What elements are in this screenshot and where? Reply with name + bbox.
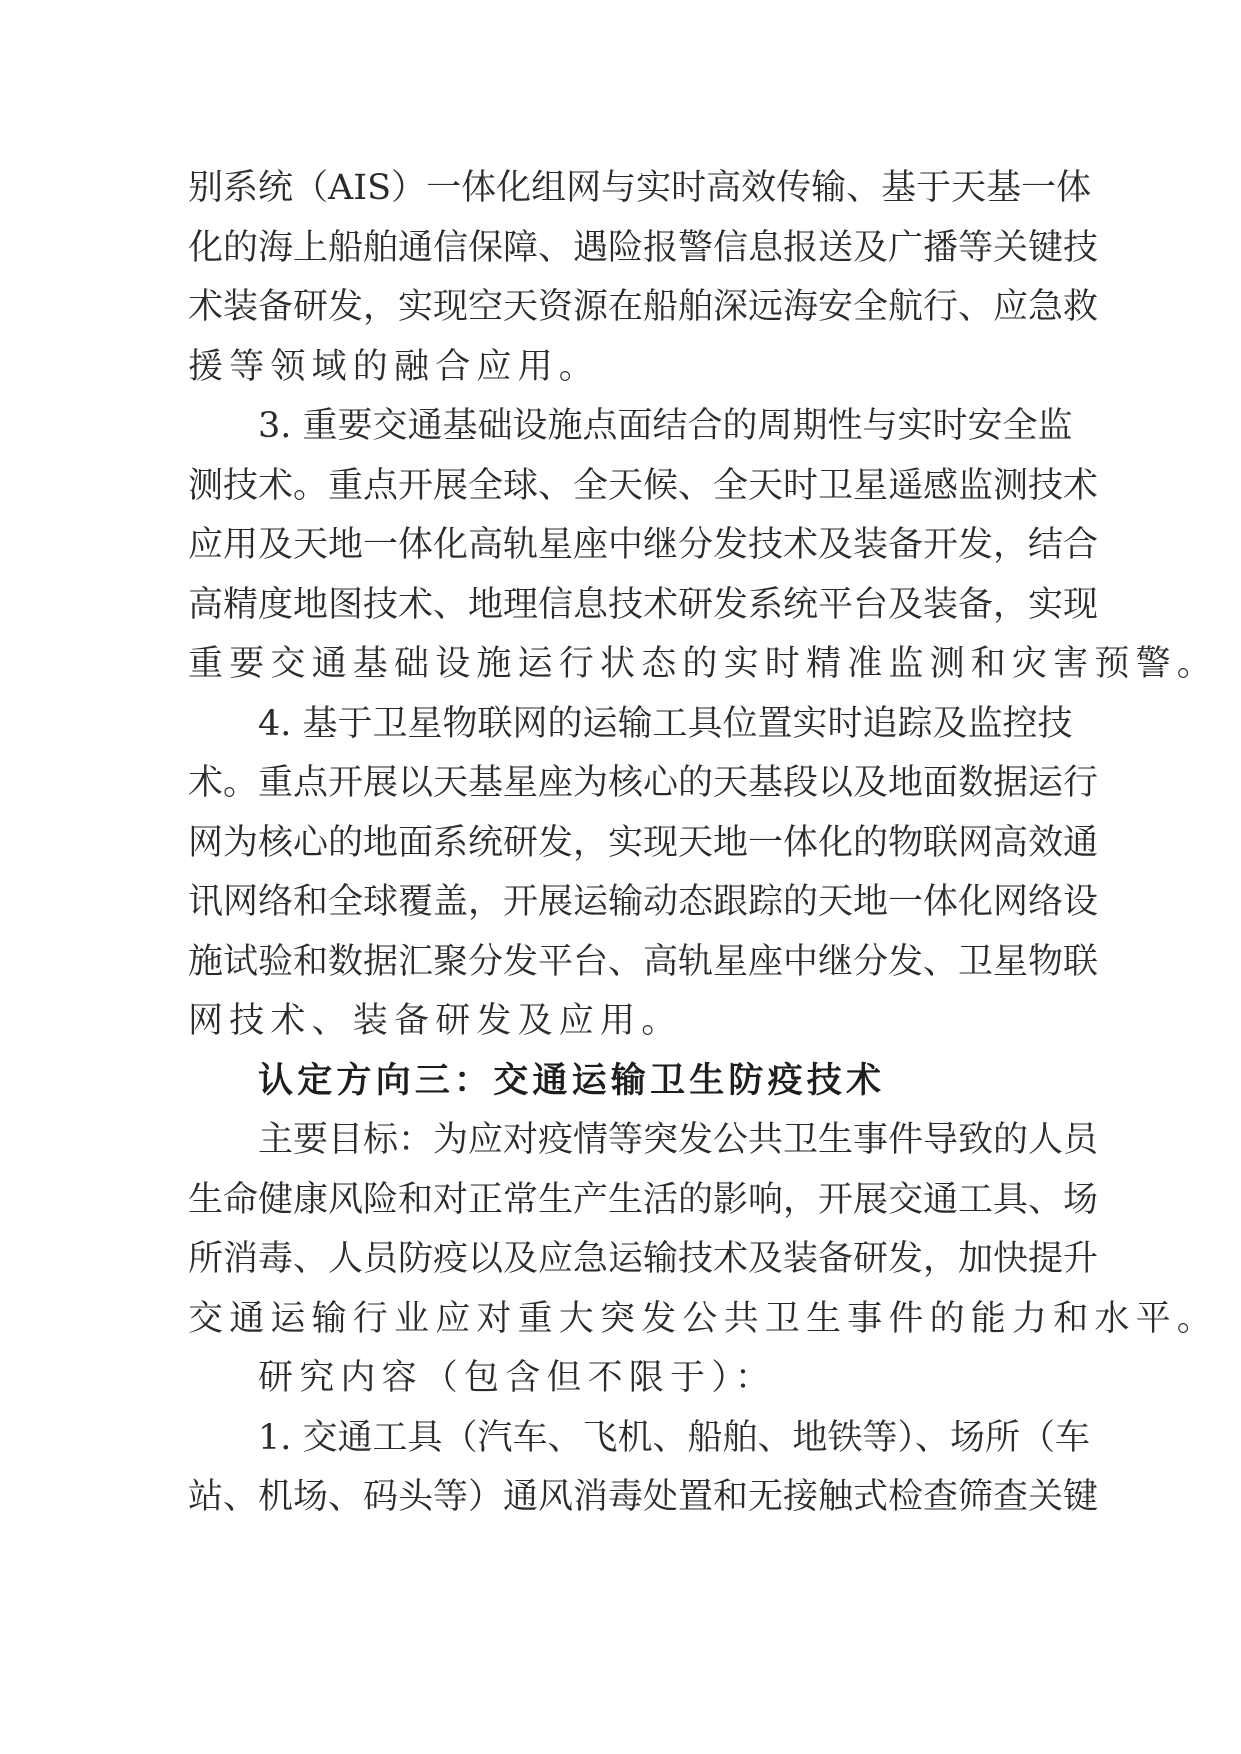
text-line: 生命健康风险和对正常生产生活的影响，开展交通工具、场 — [188, 1179, 1099, 1220]
text-line: 术。重点开展以天基星座为核心的天基段以及地面数据运行 — [188, 763, 1099, 803]
text-line: 主要目标：为应对疫情等突发公共卫生事件导致的人员 — [258, 1120, 1099, 1160]
paragraph-ais-continuation — [188, 168, 1099, 406]
paragraph-item-3 — [188, 406, 1219, 704]
text-line: 术装备研发，实现空天资源在船舶深远海安全航行、应急救 — [188, 287, 1099, 327]
text-line: 网技术、装备研发及应用。 — [188, 1001, 683, 1041]
document-body — [188, 168, 1219, 1537]
text-line: 所消毒、人员防疫以及应急运输技术及装备研发，加快提升 — [188, 1239, 1099, 1279]
text-line: 3. 重要交通基础设施点面结合的周期性与实时安全监 — [258, 406, 1073, 446]
section-heading-direction-3 — [188, 1061, 1050, 1121]
text-line: 交通运输行业应对重大突发公共卫生事件的能力和水平。 — [188, 1298, 1219, 1339]
text-line: 高精度地图技术、地理信息技术研发系统平台及装备，实现 — [188, 584, 1099, 625]
text-line: 援等领域的融合应用。 — [188, 346, 601, 387]
text-line: 别系统（AIS）一体化组网与实时高效传输、基于天基一体 — [188, 168, 1092, 208]
paragraph-main-goal — [188, 1120, 1219, 1358]
text-line: 讯网络和全球覆盖，开展运输动态跟踪的天地一体化网络设 — [188, 882, 1099, 922]
text-line: 测技术。重点开展全球、全天候、全天时卫星遥感监测技术 — [188, 465, 1099, 506]
text-line: 重要交通基础设施运行状态的实时精准监测和灾害预警。 — [188, 644, 1219, 684]
section-heading: 认定方向三：交通运输卫生防疫技术 — [258, 1060, 886, 1101]
text-line: 化的海上船舶通信保障、遇险报警信息报送及广播等关键技 — [188, 227, 1099, 268]
text-line: 研究内容（包含但不限于）： — [258, 1358, 777, 1398]
paragraph-item-1 — [188, 1417, 1099, 1537]
text-line: 网为核心的地面系统研发，实现天地一体化的物联网高效通 — [188, 822, 1099, 863]
text-line: 应用及天地一体化高轨星座中继分发技术及装备开发，结合 — [188, 525, 1099, 565]
paragraph-research-content — [188, 1358, 1050, 1418]
text-line: 站、机场、码头等）通风消毒处置和无接触式检查筛查关键 — [188, 1477, 1099, 1517]
text-line: 4. 基于卫星物联网的运输工具位置实时追踪及监控技 — [258, 703, 1073, 744]
text-line: 1. 交通工具（汽车、飞机、船舶、地铁等）、场所（车 — [258, 1417, 1091, 1458]
text-line: 施试验和数据汇聚分发平台、高轨星座中继分发、卫星物联 — [188, 941, 1099, 982]
paragraph-item-4 — [188, 703, 1099, 1061]
